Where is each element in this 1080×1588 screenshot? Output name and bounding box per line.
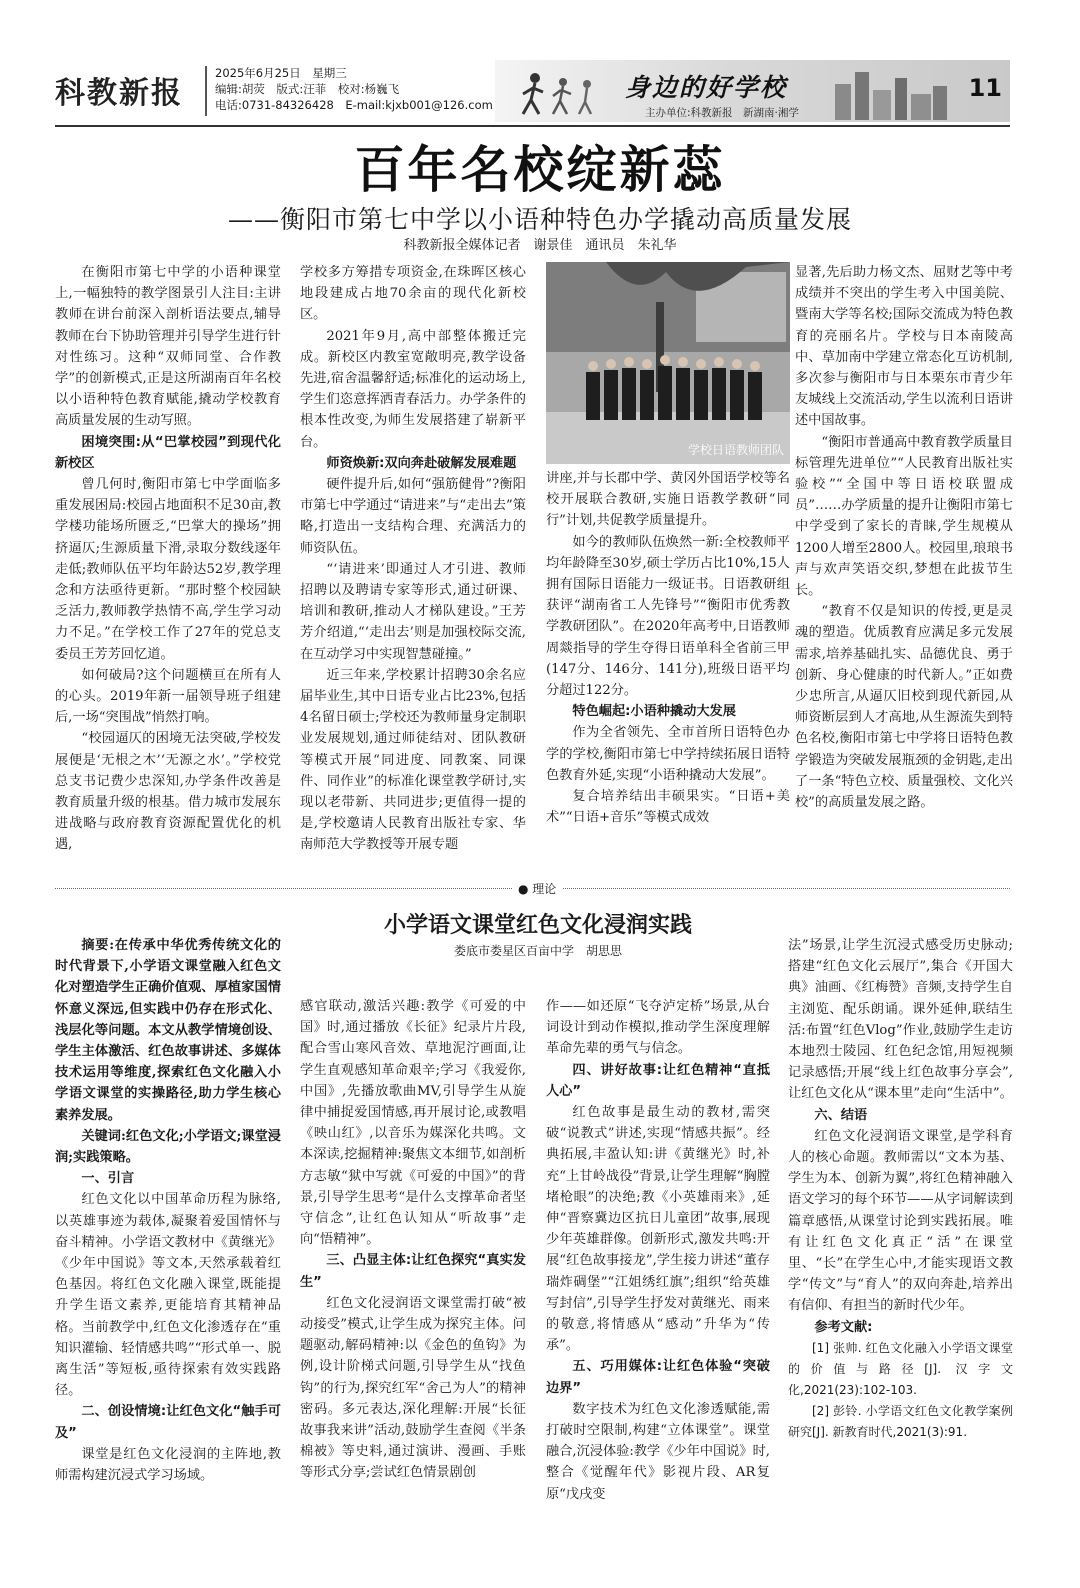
column-banner <box>495 60 1010 122</box>
paragraph: 红色文化浸润语文课堂需打破“被动接受”模式,让学生成为探究主体。问题驱动,解码精神:以《金色的鱼钩》为例,设计阶梯式问题,引导学生从“找鱼钩”的行为,探究红军“舍己为人”的精神密码。多元表达,深化理解:开展“长征故事我来讲”活动,鼓励学生查阅《半条棉被》等史料,通过演讲、漫画、手账等形式分享;尝试红色情景剧创 <box>300 1295 526 1481</box>
essay-title: 小学语文课堂红色文化浸润实践 <box>383 913 692 938</box>
feature-column-2 <box>300 262 526 856</box>
section-heading: 五、巧用媒体:让红色体验“突破边界” <box>546 1359 770 1396</box>
paragraph: 曾几何时,衡阳市第七中学面临多重发展困局:校园占地面积不足30亩,教学楼功能场所匮乏,“巴掌大的操场”拥挤逼仄;生源质量下滑,录取分数线逐年走低;教师队伍平均年龄达52岁,教学理念和方法亟待更新。“那时整个校园缺乏活力,教师教学热情不高,学生学习动力不足。”在学校工作了27年的党总支委员王芳芳回忆道。 <box>55 477 281 662</box>
paragraph: 红色文化以中国革命历程为脉络,以英雄事迹为载体,凝聚着爱国情怀与奋斗精神。小学语文教材中《黄继光》《少年中国说》等文本,天然承载着红色基因。将红色文化融入课堂,既能提升学生语文素养,更能培育其精神品格。当前教学中,红色文化渗透存在“重知识灌输、轻情感共鸣”“形式单一、脱离生活”等短板,亟待探索有效实践路径。 <box>55 1192 281 1399</box>
running-children-icon <box>515 68 605 120</box>
page-number: 11 <box>968 74 1002 102</box>
paragraph: 红色文化浸润语文课堂,是学科育人的核心命题。教师需以“文本为基、学生为本、创新为翼”,将红色精神融入语文学习的每个环节——从字词解读到篇章感悟,从课堂讨论到实践拓展。唯有让红色文化真正“活”在课堂里、“长”在学生心中,才能实现语文教学“传文”与“育人”的双向奔赴,培养出有信仰、有担当的新时代少年。 <box>788 1128 1013 1314</box>
paragraph: 课堂是红色文化浸润的主阵地,教师需构建沉浸式学习场域。 <box>55 1446 281 1484</box>
teacher-team-photo <box>546 262 790 464</box>
section-heading: 四、讲好故事:让红色精神“直抵人心” <box>546 1062 770 1099</box>
masthead-divider <box>205 66 207 116</box>
essay-column-3 <box>546 996 770 1505</box>
sponsor-line: 主办单位:科教新报 新湖南·湘学 <box>645 107 799 119</box>
paragraph: 数字技术为红色文化渗透赋能,需打破时空限制,构建“立体课堂”。课堂融合,沉浸体验:教学《少年中国说》时,整合《觉醒年代》影视片段、AR复原“戊戌变 <box>546 1401 770 1502</box>
paragraph: 作——如还原“飞夺泸定桥”场景,从台词设计到动作模拟,推动学生深度理解革命先辈的勇气与信念。 <box>546 999 770 1057</box>
paragraph: 讲座,并与长郡中学、黄冈外国语学校等名校开展联合教研,实施日语教学教研“同行”计划,共促教学质量提升。 <box>546 471 790 529</box>
section-heading: 参考文献: <box>814 1319 873 1335</box>
paragraph: 近三年来,学校累计招聘30余名应届毕业生,其中日语专业占比23%,包括4名留日硕士;学校还为教师量身定制职业发展规划,通过师徒结对、团队教研等模式开展“同进度、同教案、同课件、同作业”的标准化课堂教学研讨,实现以老带新、共同进步;更值得一提的是,学校邀请人民教育出版社专家、华南师范大学教授等开展专题 <box>300 667 526 853</box>
paragraph: 如何破局?这个问题横亘在所有人的心头。2019年新一届领导班子组建后,一场“突围战”悄然打响。 <box>55 667 281 726</box>
section-label: ● 理论 <box>512 880 562 897</box>
section-heading: 六、结语 <box>814 1107 868 1123</box>
paper-name: 科教新报 <box>55 76 183 111</box>
editors-line: 编辑:胡荧 版式:汪菲 校对:杨巍飞 <box>215 82 400 96</box>
essay-author: 娄底市娄星区百亩中学 胡思思 <box>453 944 622 958</box>
paragraph: 如今的教师队伍焕然一新:全校教师平均年龄降至30岁,硕士学历占比10%,15人拥有国际日语能力一级证书。日语教研组获评“湖南省工人先锋号”“衡阳市优秀教学教研团队”。在2020年高考中,日语教师周燚指导的学生夺得日语单科全省前三甲(147分、146分、141分),班级日语平均分超过122分。 <box>546 534 790 699</box>
byline: 科教新报全媒体记者 谢景佳 通讯员 朱礼华 <box>403 238 677 253</box>
city-skyline-icon <box>825 64 955 120</box>
photo-caption: 学校日语教师团队 <box>687 443 784 457</box>
paragraph: 显著,先后助力杨文杰、屈财艺等中考成绩并不突出的学生考入中国美院、暨南大学等名校;国际交流成为特色教育的亮丽名片。学校与日本南陵高中、草加南中学建立常态化互访机制,多次参与衡阳市与日本栗东市青少年友城线上交流活动,学生以流利日语讲述中国故事。 <box>795 265 1013 429</box>
essay-column-2 <box>300 996 526 1484</box>
section-heading: 困境突围:从“巴掌校园”到现代化新校区 <box>55 434 281 471</box>
masthead <box>55 60 1010 124</box>
contact-line: 电话:0731-84326428 E-mail:kjxb001@126.com <box>215 98 493 112</box>
essay-abstract: 摘要:在传承中华优秀传统文化的时代背景下,小学语文课堂融入红色文化对塑造学生正确价值观、厚植家国情怀意义深远,但实践中仍存在形式化、浅层化等问题。本文从教学情境创设、学生主体激活、红色故事讲述、多媒体技术运用等维度,探索红色文化融入小学语文课堂的实操路径,助力学生核心素养发展。 <box>55 938 281 1123</box>
headline: 百年名校绽新蕊 <box>354 141 726 199</box>
section-heading: 一、引言 <box>81 1171 135 1187</box>
paragraph: 感官联动,激活兴趣:教学《可爱的中国》时,通过播放《长征》纪录片片段,配合雪山寒风音效、草地泥泞画面,让学生直观感知革命艰辛;学习《我爱你,中国》,先播放歌曲MV,引导学生从旋律中捕捉爱国情感,再开展讨论,或教唱《映山红》,以音乐为媒深化共鸣。文本深读,挖掘精神:聚焦文本细节,如剖析方志敏“狱中写就《可爱的中国》”的背景,引导学生思考“是什么支撑革命者坚守信念”,让红色认知从“听故事”走向“悟精神”。 <box>300 999 526 1248</box>
paragraph: 作为全省领先、全市首所日语特色办学的学校,衡阳市第七中学持续拓展日语特色教育外延,实现“小语种撬动大发展”。 <box>546 725 790 783</box>
masthead-rule <box>55 125 1010 127</box>
paragraph: “‘请进来’即通过人才引进、教师招聘以及聘请专家等形式,通过研课、培训和教研,推动人才梯队建设。”王芳芳介绍道,“‘走出去’则是加强校际交流,在互动学习中实现智慧碰撞。” <box>300 561 526 662</box>
essay-abstract-block <box>55 935 281 1486</box>
references-list <box>788 1338 1013 1443</box>
essay-column-4 <box>788 935 1013 1443</box>
feature-column-4 <box>795 262 1013 813</box>
reference-item: [2] 彭铃. 小学语文红色文化教学案例研究[J]. 新教育时代,2021(3):91. <box>788 1403 1013 1439</box>
column-title: 身边的好学校 <box>625 73 788 102</box>
reference-item: [1] 张帅. 红色文化融入小学语文课堂的价值与路径[J]. 汉字文化,2021(23):102-103. <box>788 1340 1013 1397</box>
section-heading: 特色崛起:小语种撬动大发展 <box>572 704 736 720</box>
paragraph: 法”场景,让学生沉浸式感受历史脉动;搭建“红色文化云展厅”,集合《开国大典》油画、《红梅赞》音频,支持学生自主浏览、配乐朗诵。课外延伸,联结生活:布置“红色Vlog”作业,鼓励学生走访本地烈士陵园、红色纪念馆,用短视频记录感悟;开展“线上红色故事分享会”,让红色文化从“课本里”走向“生活中”。 <box>788 938 1013 1102</box>
essay-keywords: 关键词:红色文化;小学语文;课堂浸润;实践策略。 <box>55 1128 281 1166</box>
paragraph: 2021年9月,高中部整体搬迁完成。新校区内教室宽敞明亮,教学设备先进,宿舍温馨舒适;标准化的运动场上,学生们恣意挥洒青春活力。办学条件的根本性改变,为师生发展搭建了崭新平台。 <box>300 328 526 450</box>
paragraph: 红色故事是最生动的教材,需突破“说教式”讲述,实现“情感共振”。经典拓展,丰盈认知:讲《黄继光》时,补充“上甘岭战役”背景,让学生理解“胸膛堵枪眼”的决绝;教《小英雄雨来》,延伸“晋察冀边区抗日儿童团”故事,展现少年英雄群像。创新形式,激发共鸣:开展“红色故事接龙”,学生接力讲述“董存瑞炸碉堡”“江姐绣红旗”;组织“给英雄写封信”,引导学生抒发对黄继光、雨来的敬意,将情感从“感动”升华为“传承”。 <box>546 1105 770 1354</box>
paragraph: 复合培养结出丰硕果实。“日语+美术”“日语+音乐”等模式成效 <box>546 789 790 826</box>
paragraph: “校园逼仄的困境无法突破,学校发展便是‘无根之木’‘无源之水’。”学校党总支书记费少忠深知,办学条件改善是教育质量升级的根基。借力城市发展东进战略与政府教育资源配置优化的机遇, <box>55 731 281 853</box>
essay-column-4-body <box>788 935 1013 1338</box>
paragraph: “衡阳市普通高中教育教学质量目标管理先进单位”“人民教育出版社实验校”“全国中等日语校联盟成员”……办学质量的提升让衡阳市第七中学受到了家长的青睐,学生规模从1200人增至2800人。校园里,琅琅书声与欢声笑语交织,梦想在此拔节生长。 <box>795 434 1013 599</box>
paragraph: 硬件提升后,如何“强筋健骨”?衡阳市第七中学通过“请进来”与“走出去”策略,打造出一支结构合理、充满活力的师资队伍。 <box>300 477 526 556</box>
group-photo-image <box>546 262 790 464</box>
paragraph: “教育不仅是知识的传授,更是灵魂的塑造。优质教育应满足多元发展需求,培养基础扎实、品德优良、勇于创新、身心健康的时代新人。”正如费少忠所言,从逼仄旧校到现代新园,从师资断层到人才高地,从生源流失到特色名校,衡阳市第七中学将日语特色教学锻造为突破发展瓶颈的金钥匙,走出了一条“特色立校、质量强校、文化兴校”的高质量发展之路。 <box>795 604 1013 811</box>
essay-column-1 <box>55 1168 281 1486</box>
subheadline: ——衡阳市第七中学以小语种特色办学撬动高质量发展 <box>227 205 852 234</box>
section-heading: 师资焕新:双向奔赴破解发展难题 <box>326 455 517 471</box>
paragraph: 学校多方筹措专项资金,在珠晖区核心地段建成占地70余亩的现代化新校区。 <box>300 265 526 323</box>
date-line: 2025年6月25日 星期三 <box>215 66 347 80</box>
feature-column-3 <box>546 468 790 828</box>
section-heading: 二、创设情境:让红色文化“触手可及” <box>55 1404 281 1441</box>
section-heading: 三、凸显主体:让红色探究“真实发生” <box>300 1253 526 1290</box>
paragraph: 在衡阳市第七中学的小语种课堂上,一幅独特的教学图景引人注目:主讲教师在讲台前深入剖析语法要点,辅导教师在台下协助管理并引导学生进行针对性练习。这种“双师同堂、合作教学”的创新模式,正是这所湖南百年名校以小语种特色教育赋能,撬动学校教育高质量发展的生动写照。 <box>55 265 281 429</box>
feature-column-1 <box>55 262 281 856</box>
